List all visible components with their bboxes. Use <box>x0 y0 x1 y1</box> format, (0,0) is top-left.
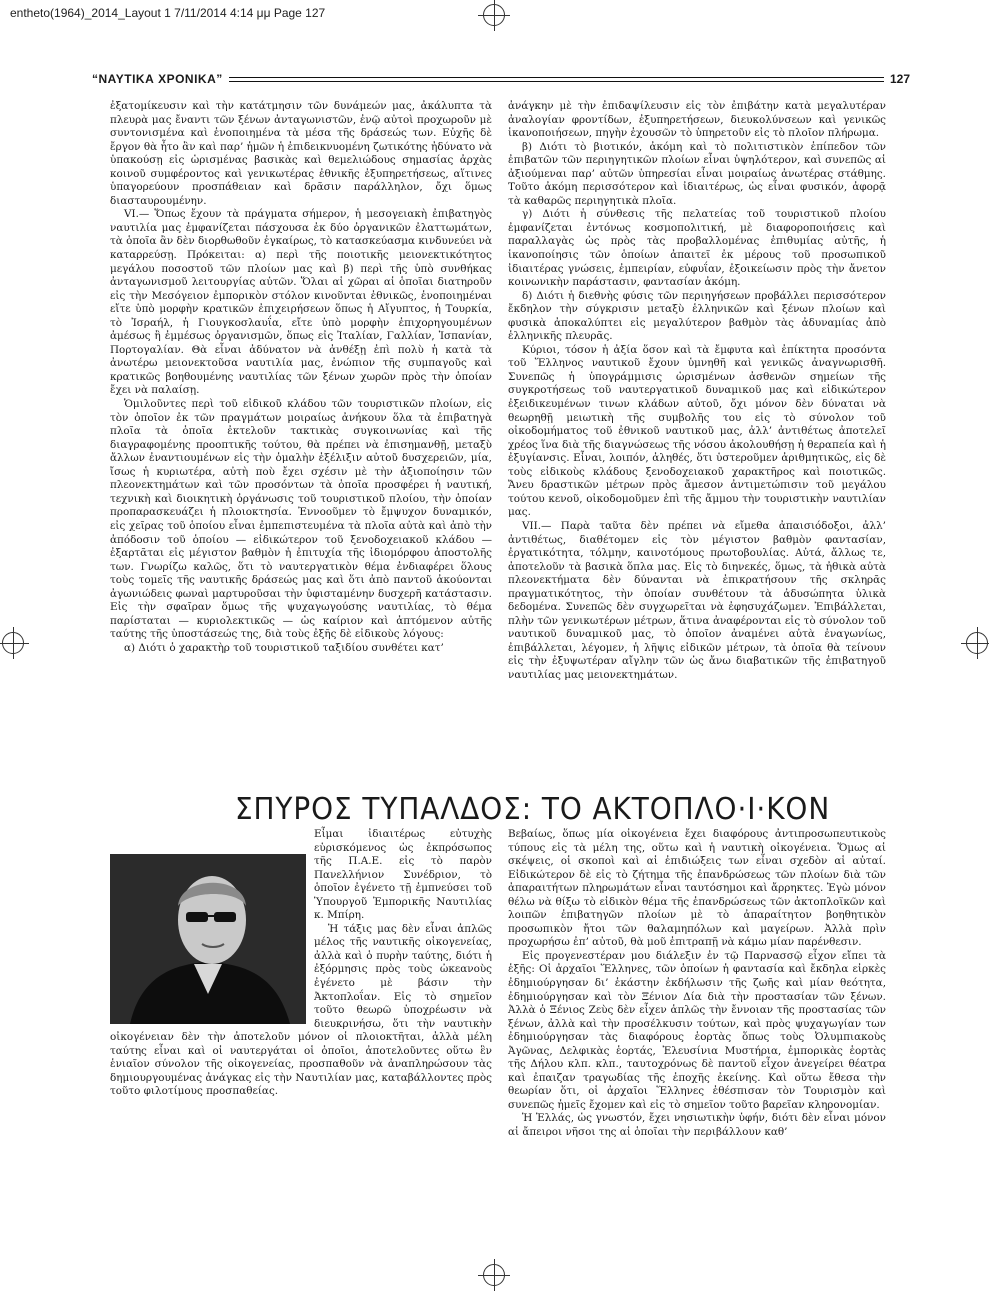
author-portrait-photo <box>110 854 306 1024</box>
paragraph: δ) Διότι ἡ διεθνὴς φύσις τῶν περιηγήσεων προβάλλει περισσότερον ἔκδηλον τὴν σύγκρισιν μεταξὺ ἑλληνικῶν καὶ ξένων πλοίων καὶ φυσικὰ ἀποκαλύπτει εἰς μεγαλύτερον βαθμὸν τὰς ἀδυναμίας ἀπὸ ἑλληνικῆς πλευρᾶς. <box>508 289 886 343</box>
paragraph: ἀνάγκην μὲ τὴν ἐπιδαψίλευσιν εἰς τὸν ἐπιβάτην κατὰ μεγαλυτέραν ἀναλογίαν φροντίδων, ἐξυπηρετήσεων, διευκολύνσεων καὶ γενικῶς ἱκανοποιήσεων, πηγὴν ἐχουσῶν τὸ ὑπηρετοῦν εἰς τὸ πλοῖον πλήρωμα. <box>508 100 886 140</box>
paragraph: VI.— Ὅπως ἔχουν τὰ πράγματα σήμερον, ἡ μεσογειακὴ ἐπιβατηγὸς ναυτιλία μας ἐμφανίζεται πάσχουσα ἐκ δύο ὀργανικῶν ἐλαττωμάτων, τὰ ὁποῖα ἂν δὲν διορθωθοῦν ἐγκαίρως, τὸ κατασκεύασμα κινδυνεύει νὰ καταρρεύσῃ. Πρόκειται: α) περὶ τῆς ποιοτικῆς μειονεκτικότητος μεγάλου ποσοστοῦ τῶν πλοίων μας καὶ β) περὶ τῆς ὑπὸ συνθήκας ἀνταγωνισμοῦ λειτουργίας αὐτῶν. Ὅλαι αἱ χῶραι αἱ ὁποῖαι διατηροῦν εἰς τὴν Μεσόγειον ἐμπορικὸν στόλον κινοῦνται ἐθνικῶς, ἑνοποιημέναι εἴτε ὑπὸ μορφὴν κρατικῶν ἐπιχειρήσεων ὅπως ἡ Αἴγυπτος, ἡ Τουρκία, τὸ Ἰσραήλ, ἡ Γιουγκοσλαυΐα, εἴτε ὑπὸ μορφὴν ἐπιχορηγουμένων ἀμέσως ἢ ἐμμέσως ὀργανισμῶν, ὅπως εἰς Ἰταλίαν, Γαλλίαν, Ἱσπανίαν, Πορτογαλίαν. Θὰ εἶναι ἀδύνατον νὰ ἀνθέξῃ ἐπὶ πολὺ ἡ κατὰ τὰ ἀνωτέρω μειονεκτοῦσα ναυτιλία μας, ἐνώπιον τῆς συμπαγοῦς καὶ κρατικῶς βοηθουμένης ναυτιλίας τῶν ξένων χωρῶν πρὸς τὴν ὁποίαν ἔχει νὰ παλαίσῃ. <box>110 208 492 397</box>
page-header <box>92 72 910 88</box>
portrait-silhouette-icon <box>110 854 306 1024</box>
article-headline: ΣΠΥΡΟΣ ΤΥΠΑΛΔΟΣ: ΤΟ ΑΚΤΟΠΛΟ·Ι·ΚΟΝ <box>234 792 831 827</box>
paragraph: Ἡ τάξις μας δὲν εἶναι ἁπλῶς μέλος τῆς ναυτικῆς οἰκογενείας, ἀλλὰ καὶ ὁ πυρὴν ταύτης, διότι ἡ ἐξόρμησις πρὸς τοὺς ὠκεανοὺς ἐγένετο μὲ βάσιν τὴν Ἀκτοπλοΐαν. Εἰς τὸ σημεῖον τοῦτο θεωρῶ ὑποχρέωσιν νὰ διευκρινήσω, ὅτι τὴν ναυτικὴν οἰκογένειαν δὲν τὴν ἀποτελοῦν μόνον οἱ πλοιοκτῆται, ἀλλὰ μέλη ταύτης εἶναι καὶ οἱ ναυτεργάται οἱ ὁποῖοι, ἀποτελοῦντες οὕτω ἓν ἑνιαῖον σύνολον τῆς οἰκογενείας, προσπαθοῦν νὰ ἀναπληρώσουν τὰς δημιουργουμένας ἀνάγκας εἰς τὴν Ναυτιλίαν μας, καταβάλλοντες πρὸς τοῦτο φιλοτίμους προσπαθείας. <box>110 922 492 1098</box>
paragraph: Βεβαίως, ὅπως μία οἰκογένεια ἔχει διαφόρους ἀντιπροσωπευτικοὺς τύπους εἰς τὰ μέλη της, οὕτω καὶ ἡ ναυτικὴ οἰκογένεια. Ὅμως αἱ σκέψεις, οἱ σκοποὶ καὶ αἱ ἐπιδιώξεις των εἶναι σχεδὸν αἱ αὐταί. Εἰδικώτερον δὲ εἰς τὸ ζήτημα τῆς ἐπανδρώσεως τῶν πλοίων διὰ τῶν ἀπαραιτήτων πληρωμάτων εἶναι ταυτόσημοι καὶ ἄρρηκτες. Ἐγὼ μόνον θέλω νὰ θίξω τὸ εἰδικὸν θέμα τῆς ἐπανδρώσεως τῶν ἀκτοπλοϊκῶν καὶ λοιπῶν ἐπιβατηγῶν πλοίων μὲ τὸ ἀπαραίτητον βοηθητικὸν προσωπικὸν ἤτοι τῶν θαλαμηπόλων καὶ μαγείρων. Ἀλλὰ πρὶν προχωρήσω ἐπ’ αὐτοῦ, θὰ μοῦ ἐπιτραπῇ νὰ κάμω μίαν παρένθεσιν. <box>508 828 886 949</box>
running-title: “ΝΑΥΤΙΚΑ ΧΡΟΝΙΚΑ” <box>92 72 229 86</box>
registration-mark-left-icon <box>2 632 24 654</box>
registration-mark-top-icon <box>483 4 505 26</box>
page-number: 127 <box>884 72 910 86</box>
paragraph: Ἡ Ἑλλάς, ὡς γνωστόν, ἔχει νησιωτικὴν ὑφήν, διότι δὲν εἶναι μόνον αἱ ἄπειροι νῆσοι της αἱ ὁποῖαι τὴν περιβάλλουν καθ’ <box>508 1112 886 1139</box>
article-column-upper-right <box>508 100 886 683</box>
paragraph: Εἶμαι ἰδιαιτέρως εὐτυχὴς εὑρισκόμενος ὡς ἐκπρόσωπος τῆς Π.Α.Ε. εἰς τὸ παρὸν Πανελλήνιον Συνέδριον, τὸ ὁποῖον ἐγένετο τῇ ἐμπνεύσει τοῦ Ὑπουργοῦ Ἐμπορικῆς Ναυτιλίας κ. Μπίρη. <box>314 828 492 922</box>
print-slug: entheto(1964)_2014_Layout 1 7/11/2014 4:14 μμ Page 127 <box>10 6 326 20</box>
paragraph: Ὁμιλοῦντες περὶ τοῦ εἰδικοῦ κλάδου τῶν τουριστικῶν πλοίων, εἰς τὸν ὁποῖον ἐκ τῶν πραγμάτων μοιραίως ἀνήκουν ὅλα τὰ ἐπιβατηγὰ πλοῖα τὰ ὁποῖα ἐκτελοῦν τακτικὰς συγκοινωνίας καὶ τῆς διαγραφομένης προοπτικῆς τούτου, θὰ πρέπει νὰ ἐπισημανθῇ, μεταξὺ ἄλλων ἐναντιουμένων εἰς τὴν ὁμαλὴν ἐξέλιξιν αὐτοῦ δυσχερειῶν, μία, ἴσως ἡ κυριωτέρα, αὐτὴ ποὺ ἔχει σχέσιν μὲ τὴν ἀξιοποίησιν τῶν πλεονεκτημάτων καὶ τῶν προσόντων τὰ ὁποῖα προσφέρει ἡ ναυτική, τεχνικὴ καὶ διοικητικὴ ὀργάνωσις τοῦ τουριστικοῦ πλοίου, τὴν ὁποίαν προπαρασκευάζει ἡ πλοιοκτησία. Ἐννοοῦμεν τὸ ἔμψυχον δυναμικόν, εἰς χεῖρας τοῦ ὁποίου εἶναι ἐμπεπιστευμένα τὰ πλοῖα αὐτὰ καὶ ἀπὸ τὴν ἀπόδοσιν τοῦ ὁποίου — εἰδικώτερον τοῦ ξενοδοχειακοῦ κλάδου — ἐξαρτᾶται εἰς μέγιστον βαθμὸν ἡ ἐπιτυχία τῆς ἰδιομόρφου ἀποστολῆς των. Γνωρίζω καλῶς, ὅτι τὸ ναυτεργατικὸν θέμα ἐνδιαφέρει ὅλους τοὺς τομεῖς τῆς ναυτικῆς δράσεώς μας καὶ ὅτι ἀπὸ παντοῦ ἀκούονται ἀγωνιώδεις φωναὶ μαρτυροῦσαι τὴν ὑφισταμένην δυσχερῆ κατάστασιν. Εἰς τὴν σφαῖραν ὅμως τῆς ψυχαγωγούσης ναυτιλίας, τὸ θέμα παρίσταται — κυριολεκτικῶς — ὡς καίριον καὶ ἀπτόμενον αὐτῆς ταύτης τῆς ὑποστάσεώς της, διὰ τοὺς ἐξῆς δὲ εἰδικοὺς λόγους: <box>110 398 492 641</box>
paragraph: Εἰς προγενεστέραν μου διάλεξιν ἐν τῷ Παρνασσῷ εἶχον εἴπει τὰ ἑξῆς: Οἱ ἀρχαῖοι Ἕλληνες, τῶν ὁποίων ἡ φαντασία καὶ ἔκδηλα εἰρκὲς ἐδημιούργησαν δι’ ἑκάστην ἐκδήλωσιν τῆς ζωῆς καὶ μίαν θεότητα, ἐδημιούργησαν καὶ τὸν Ξένιον Δία διὰ τὴν προστασίαν τῶν ξένων. Ἀλλὰ ὁ Ξένιος Ζεὺς δὲν εἶχεν ἁπλῶς τὴν ἔννοιαν τῆς προστασίας τῶν ξένων, ἀλλὰ καὶ τὴν προσέλκυσιν τούτων, καὶ πρὸς ψυχαγωγίαν των ἐδημιούργησαν τὰς διαφόρους ἑορτὰς ὅπως τοὺς Ὀλυμπιακοὺς Ἀγῶνας, Δελφικὰς ἑορτάς, Ἐλευσίνια Μυστήρια, ἐμπορικὰς ἑορτὰς τῆς Δήλου κλπ. κλπ., ταυτοχρόνως δὲ παντοῦ εἶχον ἀνεγείρει θέατρα καὶ ἐπαιζαν τραγωδίας τῆς ἐποχῆς ἐκείνης. Καὶ οὕτω ἔθεσα τὴν θεωρίαν ὅτι, οἱ ἀρχαῖοι Ἕλληνες ἐθέσπισαν τὸν Τουρισμὸν καὶ συνεπῶς ἡμεῖς ἔχομεν καὶ εἰς τὸ σημεῖον τοῦτο βαρεῖαν κληρονομίαν. <box>508 949 886 1111</box>
article-column-upper-left <box>110 100 492 655</box>
paragraph: β) Διότι τὸ βιοτικόν, ἀκόμη καὶ τὸ πολιτιστικὸν ἐπίπεδον τῶν ἐπιβατῶν τῶν περιηγητικῶν πλοίων εἶναι ὑψηλότερον, καὶ συνεπῶς αἱ ἀξιούμεναι παρ’ αὐτῶν ὑπηρεσίαι εἶναι μοιραίως ἀνωτέρας στάθμης. Τοῦτο ἀκόμη περισσότερον καὶ ἰδιαιτέρως, ὡς εἶναι φυσικόν, ἀφορᾷ τὰ καθαρῶς περιηγητικὰ πλοῖα. <box>508 140 886 207</box>
registration-mark-right-icon <box>966 632 988 654</box>
paragraph: γ) Διότι ἡ σύνθεσις τῆς πελατείας τοῦ τουριστικοῦ πλοίου ἐμφανίζεται ἐντόνως κοσμοπολιτική, μὲ διαφοροποιήσεις καὶ παραλλαγὰς ὡς πρὸς τὰς προβαλλομένας ἐπιθυμίας αὐτῆς, ἡ ἱκανοποίησις τῶν ὁποίων ἀπαιτεῖ ἐκ μέρους τοῦ προσωπικοῦ ἰδιαιτέρας γνώσεις, ἐμπειρίαν, εὐφυΐαν, ἐξοικείωσιν πρὸς τὴν ἄνετον κοινωνικὴν παράστασιν, φαντασίαν ἀκόμη. <box>508 208 886 289</box>
article-column-lower-left <box>110 828 492 1099</box>
paragraph: Κύριοι, τόσον ἡ ἀξία ὅσον καὶ τὰ ἔμφυτα καὶ ἐπίκτητα προσόντα τοῦ Ἕλληνος ναυτικοῦ ἔχουν ὑμνηθῆ καὶ γενικῶς ἀναγνωρισθῆ. Συνεπῶς ἡ ὑπογράμμισις ὡρισμένων ἀσθενῶν σημείων τῆς συγκροτήσεως τοῦ ναυτεργατικοῦ δυναμικοῦ μας καὶ εἰδικώτερον ἐξειδικευμένων τινων κλάδων αὐτοῦ, ὄχι μόνον δὲν δύναται νὰ θεωρηθῇ μειωτικὴ τῆς συμβολῆς του εἰς τὸ σύνολον τοῦ οἰκοδομήματος τοῦ ἐθνικοῦ ναυτικοῦ μας, ἀλλ’ ἀντιθέτως ἀποτελεῖ χρέος ἵνα διὰ τῆς διαγνώσεως τῆς νόσου ἀκολουθήσῃ ἡ θεραπεία καὶ ἡ ἐξυγίανσις. Εἶναι, λοιπόν, ἀληθές, ὅτι ὑστεροῦμεν ἀριθμητικῶς, εἰς δὲ τοὺς εἰδικοὺς κλάδους ξενοδοχειακοῦ χαρακτῆρος καὶ ποιοτικῶς. Ἄνευ δραστικῶν μέτρων πρὸς ἄμεσον ἀντιμετώπισιν τοῦ μεγάλου τούτου κενοῦ, οἰκοδομοῦμεν ἐπὶ τῆς ἄμμου τὴν τουριστικὴν ναυτιλίαν μας. <box>508 343 886 519</box>
paragraph: α) Διότι ὁ χαρακτὴρ τοῦ τουριστικοῦ ταξιδίου συνθέτει κατ’ <box>124 641 444 654</box>
article-column-lower-right <box>508 828 886 1140</box>
paragraph: VII.— Παρὰ ταῦτα δὲν πρέπει νὰ εἴμεθα ἀπαισιόδοξοι, ἀλλ’ ἀντιθέτως, διαθέτομεν εἰς τὸν μέγιστον βαθμὸν φαντασίαν, ἐργατικότητα, τόλμην, καινοτόμους πρωτοβουλίας. Αὐτά, ἄλλως τε, ἀποτελοῦν τὰ βασικὰ ὅπλα μας. Εἰς τὸ διηνεκές, ὅμως, τὰ ἠθικὰ αὐτὰ πλεονεκτήματα δὲν δύνανται νὰ ἐπικρατήσουν τῆς σκληρᾶς πραγματικότητος, τὴν ὁποίαν συνθέτουν τὰ ἀδυσώπητα ὑλικὰ δεδομένα. Συνεπῶς δὲν συγχωρεῖται νὰ ἐφησυχάζωμεν. Ἐπιβάλλεται, πλὴν τῶν γενικωτέρων μέτρων, ἅτινα ἀναφέρονται εἰς τὸ σύνολον τοῦ ναυτικοῦ δυναμικοῦ μας, τὸ ὁποῖον ἀναμένει αὐτὰ ἐναγωνίως, ἐπιβάλλεται, λέγομεν, ἡ λῆψις εἰδικῶν μέτρων, τὰ ὁποῖα θὰ τείνουν εἰς τὴν ἐξυψωτέραν αἴγλην τῶν ὡς ἄνω διαβατικῶν τῆς ἐπιβατηγοῦ ναυτιλίας μας μειονεκτημάτων. <box>508 519 886 681</box>
paragraph: ἐξατομίκευσιν καὶ τὴν κατάτμησιν τῶν δυνάμεών μας, ἀκάλυπτα τὰ πλευρὰ μας ἔναντι τῶν ξένων ἀνταγωνιστῶν, ἐνῷ αὐτοὶ προχωροῦν μὲ συντονισμένα καὶ ἑνοποιημένα τὰ μέσα τῆς δράσεώς των. Εὐχῆς δὲ ἔργον θὰ ἦτο ἂν καὶ παρ’ ἡμῶν ἡ ἐπιδεικνυομένη ζωτικότης ἠδύνατο νὰ ὑπακούσῃ εἰς ὡρισμένας βασικὰς καὶ θεμελιώδους σημασίας ἀρχὰς κοινοῦ συμφέροντος καὶ γενικωτέρας ἐθνικῆς ἐξυπηρετήσεως, αἵτινες ὑπαγορεύουν προσπάθειαν καὶ δρᾶσιν παράλληλον, ὄχι ὅμως διασταυρουμένην. <box>110 100 492 207</box>
registration-mark-bottom-icon <box>483 1264 505 1286</box>
